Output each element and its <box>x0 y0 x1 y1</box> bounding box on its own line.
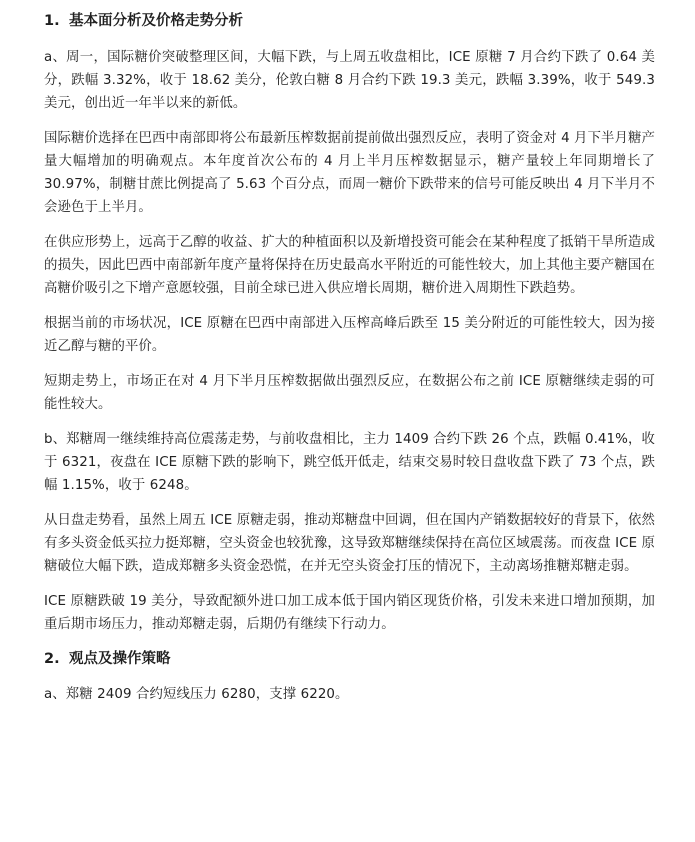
section-number: 2. <box>44 651 60 667</box>
paragraph-supply-outlook: 在供应形势上，远高于乙醇的收益、扩大的种植面积以及新增投资可能会在某种程度了抵销干旱所造成的损失，因此巴西中南部新年度产量将保持在历史最高水平附近的可能性较大，加上其他主要产糖国在高糖价吸引之下增产意愿较强，目前全球已进入供应增长周期，糖价进入周期性下跌趋势。 <box>44 235 655 296</box>
paragraph-ice-weekly-move: a、周一，国际糖价突破整理区间，大幅下跌，与上周五收盘相比，ICE 原糖 7 月合约下跌了 0.64 美分，跌幅 3.32%，收于 18.62 美分，伦敦白糖 8 月合约下跌 19.3 美元，跌幅 3.39%，收于 549.3 美元，创出近一年半以来的新低。 <box>44 50 655 111</box>
section-title: 基本面分析及价格走势分析 <box>69 13 243 29</box>
paragraph-short-term-trend: 短期走势上，市场正在对 4 月下半月压榨数据做出强烈反应，在数据公布之前 ICE 原糖继续走弱的可能性较大。 <box>44 374 655 412</box>
paragraph-zhengzhou-sugar: b、郑糖周一继续维持高位震荡走势，与前收盘相比，主力 1409 合约下跌 26 个点，跌幅 0.41%，收于 6321，夜盘在 ICE 原糖下跌的影响下，跳空低开低走，结束交易时较日盘收盘下跌了 73 个点，跌幅 1.15%，收于 6248。 <box>44 432 655 493</box>
section-heading-strategy <box>44 648 655 670</box>
paragraph-price-target: 根据当前的市场状况，ICE 原糖在巴西中南部进入压榨高峰后跌至 15 美分附近的可能性较大，因为接近乙醇与糖的平价。 <box>44 316 655 354</box>
section-title: 观点及操作策略 <box>69 651 171 667</box>
section-heading-analysis <box>44 10 655 32</box>
section-number: 1. <box>44 13 60 29</box>
paragraph-import-cost: ICE 原糖跌破 19 美分，导致配额外进口加工成本低于国内销区现货价格，引发未来进口增加预期，加重后期市场压力，推动郑糖走弱，后期仍有继续下行动力。 <box>44 594 655 632</box>
paragraph-strategy-levels: a、郑糖 2409 合约短线压力 6280，支撑 6220。 <box>44 687 349 702</box>
paragraph-brazil-data-reaction: 国际糖价选择在巴西中南部即将公布最新压榨数据前提前做出强烈反应，表明了资金对 4 月下半月糖产量大幅增加的明确观点。本年度首次公布的 4 月上半月压榨数据显示，糖产量较上年同期增长了 30.97%，制糖甘蔗比例提高了 5.63 个百分点，而周一糖价下跌带来的信号可能反映出 4 月下半月不会逊色于上半月。 <box>44 131 655 215</box>
paragraph-daily-trend: 从日盘走势看，虽然上周五 ICE 原糖走弱，推动郑糖盘中回调，但在国内产销数据较好的背景下，依然有多头资金低买拉力挺郑糖，空头资金也较犹豫，这导致郑糖继续保持在高位区域震荡。而夜盘 ICE 原糖破位大幅下跌，造成郑糖多头资金恐慌，在并无空头资金打压的情况下，主动离场推糖郑糖走弱。 <box>44 513 655 574</box>
